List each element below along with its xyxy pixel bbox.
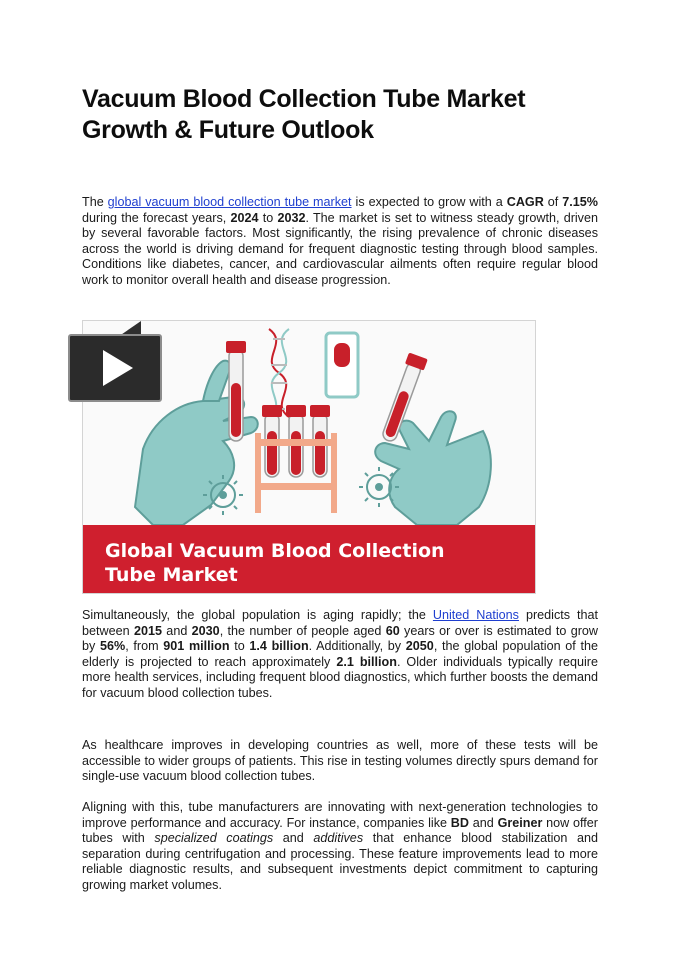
text-run: The <box>82 195 108 209</box>
text-run: . Additionally, by <box>308 639 406 654</box>
bold-value: 2030 <box>191 623 220 638</box>
bold-cagr: CAGR <box>506 195 544 209</box>
text-run: . Older individuals typically require more health services, including frequent blood diagnostics, which further boosts the demand for vacuum blood collection tubes. <box>82 654 598 700</box>
market-link[interactable]: global vacuum blood collection tube market <box>107 195 352 209</box>
text-run: . The market is set to witness steady growth, driven by several favorable factors. Most significantly, the rising prevalence of chronic diseases across the world is driving demand for frequent diagnostic testing through blood samples. Conditions like diabetes, cancer, and cardiovascular ailments often require regular blood work to monitor overall health and disease progression. <box>82 210 598 287</box>
dna-icon <box>269 329 289 417</box>
text-run: , the global population of the elderly is projected to reach approximately <box>82 639 598 669</box>
bold-value: 2.1 billion <box>336 654 397 669</box>
image-banner <box>83 525 535 593</box>
bold-value: 2050 <box>405 639 434 654</box>
banner-title: Global Vacuum Blood Collection Tube Market <box>105 540 445 586</box>
italic-term: specialized coatings <box>154 831 274 846</box>
bold-value: 2015 <box>133 623 162 638</box>
text-run: predicts that between <box>82 608 599 638</box>
bold-value: 56% <box>99 639 126 654</box>
text-run: and <box>468 815 498 830</box>
innovation-paragraph <box>82 800 598 894</box>
page-title: Vacuum Blood Collection Tube Market Growth & Future Outlook <box>82 85 526 144</box>
text-run: Simultaneously, the global population is aging rapidly; the <box>82 608 433 622</box>
text-run: years or over is estimated to grow by <box>82 623 598 654</box>
text-run: , from <box>125 639 164 654</box>
bold-company: Greiner <box>497 815 543 830</box>
text-run: to <box>258 210 278 225</box>
bold-rate: 7.15% <box>562 195 598 209</box>
bold-value: 60 <box>385 623 400 638</box>
text-run: to <box>229 639 250 654</box>
intro-paragraph <box>82 195 598 289</box>
text-run: is expected to grow with a <box>351 195 507 209</box>
play-button[interactable] <box>68 334 162 402</box>
text-run: of <box>543 195 563 209</box>
text-run: Aligning with this, tube manufacturers are innovating with next-generation technologies to improve performance and accuracy. For instance, companies like <box>82 800 598 830</box>
italic-term: additives <box>313 831 364 846</box>
text-run: that enhance blood stabilization and separation during centrifugation and processing. These feature improvements lead to more reliable diagnostic results, and subsequent investments depict commitment to capturing growing market volumes. <box>82 831 599 892</box>
aging-paragraph <box>82 608 598 702</box>
bold-value: 901 million <box>163 639 230 654</box>
bold-value: 1.4 billion <box>249 639 309 654</box>
tube-rack-icon <box>255 405 337 513</box>
play-icon <box>70 336 160 400</box>
sample-card-icon <box>326 333 358 397</box>
text-run: now offer tubes with <box>82 815 599 846</box>
un-link[interactable]: United Nations <box>432 608 519 622</box>
text-run: and <box>273 831 314 846</box>
bold-year-end: 2032 <box>277 210 306 225</box>
healthcare-paragraph: As healthcare improves in developing countries as well, more of these tests will be accessible to wider groups of patients. This rise in testing volumes directly spurs demand for single-use vacuum blood collection tubes. <box>82 738 598 784</box>
text-run: , the number of people aged <box>219 623 386 638</box>
text-run: during the forecast years, <box>82 210 231 225</box>
bold-company: BD <box>450 815 469 830</box>
text-run: and <box>161 623 192 638</box>
left-glove-thumb <box>203 361 231 401</box>
bold-year-start: 2024 <box>230 210 259 225</box>
